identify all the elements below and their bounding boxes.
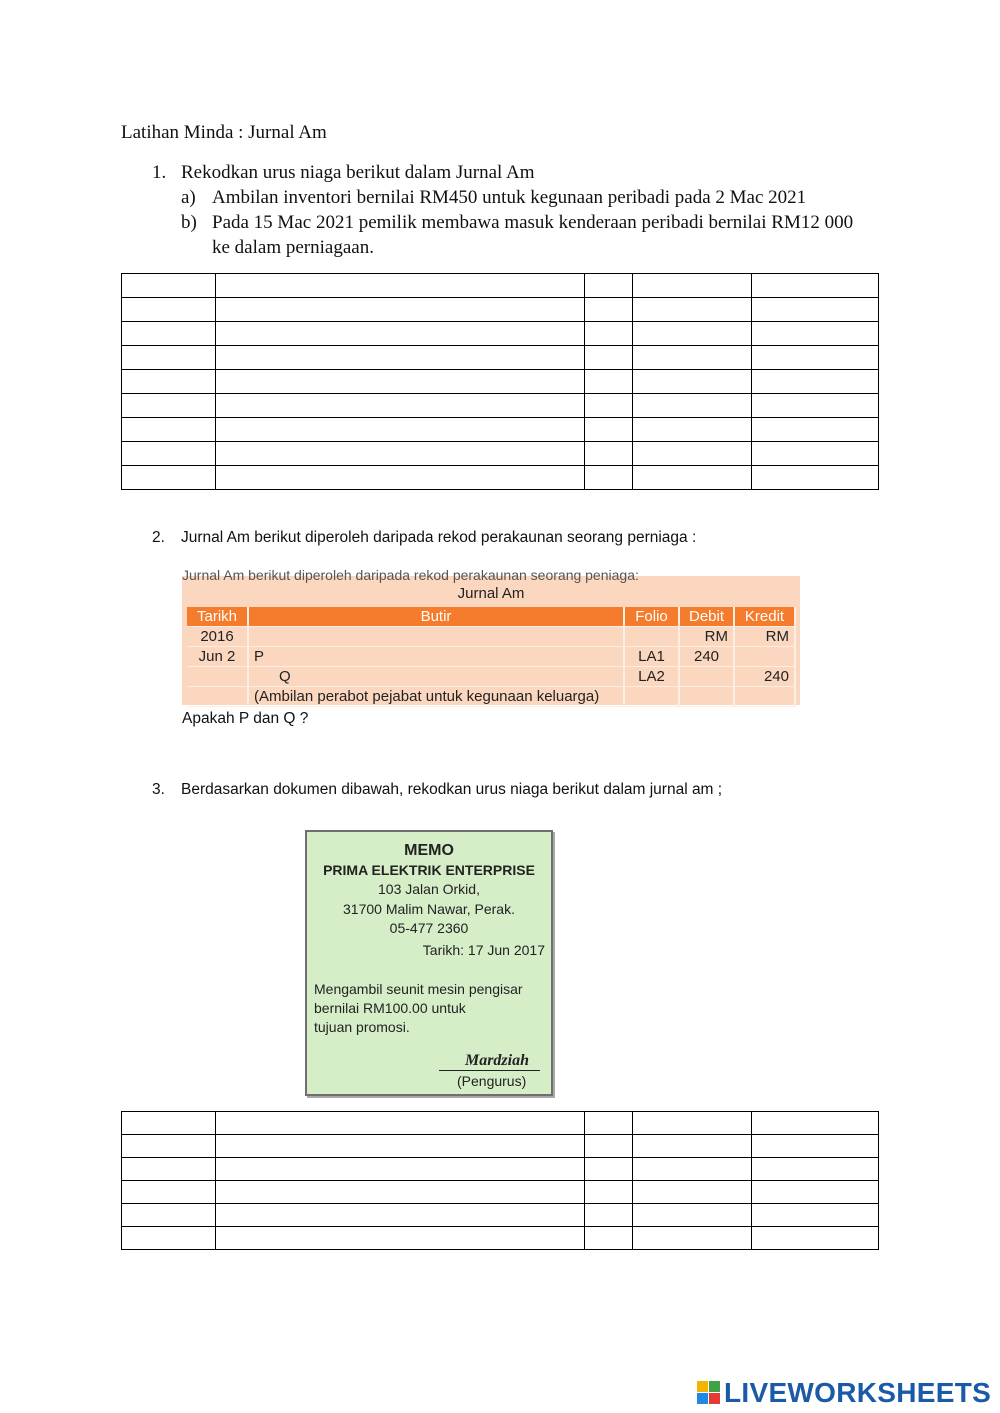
jurnal-am-image <box>182 567 800 705</box>
answer-cell[interactable] <box>752 1135 879 1158</box>
jurnal-cell-kredit <box>734 647 795 667</box>
jurnal-row <box>187 667 795 687</box>
answer-cell[interactable] <box>585 418 633 442</box>
jurnal-cell-tarikh: 2016 <box>187 627 248 647</box>
jurnal-cell-tarikh <box>187 667 248 687</box>
jurnal-cell-butir: Q <box>248 667 624 687</box>
answer-cell[interactable] <box>633 1227 752 1250</box>
memo-phone: 05-477 2360 <box>389 920 469 936</box>
answer-cell[interactable] <box>216 466 585 490</box>
answer-cell[interactable] <box>633 1158 752 1181</box>
answer-cell[interactable] <box>752 466 879 490</box>
answer-cell[interactable] <box>216 274 585 298</box>
jurnal-header-butir: Butir <box>248 607 624 627</box>
answer-cell[interactable] <box>122 394 216 418</box>
answer-cell[interactable] <box>633 322 752 346</box>
jurnal-cell-kredit: 240 <box>734 667 795 687</box>
memo-date: Tarikh: 17 Jun 2017 <box>422 942 545 958</box>
jurnal-row <box>187 647 795 667</box>
answer-row <box>122 1112 879 1135</box>
answer-row <box>122 346 879 370</box>
answer-cell[interactable] <box>585 1227 633 1250</box>
answer-cell[interactable] <box>122 1227 216 1250</box>
answer-cell[interactable] <box>122 370 216 394</box>
jurnal-cell-tarikh: Jun 2 <box>187 647 248 667</box>
answer-cell[interactable] <box>122 274 216 298</box>
answer-cell[interactable] <box>216 1204 585 1227</box>
answer-row <box>122 370 879 394</box>
liveworksheets-badge-icon <box>697 1381 721 1405</box>
answer-cell[interactable] <box>122 1181 216 1204</box>
answer-cell[interactable] <box>216 1112 585 1135</box>
answer-cell[interactable] <box>216 346 585 370</box>
question-1-text: Rekodkan urus niaga berikut dalam Jurnal Am <box>181 162 535 183</box>
answer-cell[interactable] <box>122 1112 216 1135</box>
answer-cell[interactable] <box>585 346 633 370</box>
jurnal-cell-butir <box>248 627 624 647</box>
answer-cell[interactable] <box>216 1135 585 1158</box>
answer-row <box>122 394 879 418</box>
memo-address-2: 31700 Malim Nawar, Perak. <box>343 901 515 917</box>
answer-cell[interactable] <box>122 322 216 346</box>
jurnal-header-folio: Folio <box>624 607 679 627</box>
page-title: Latihan Minda : Jurnal Am <box>121 122 327 143</box>
memo-document <box>305 830 553 1096</box>
question-3-number: 3. <box>152 781 165 798</box>
jurnal-cell-kredit: RM <box>734 627 795 647</box>
answer-row <box>122 1135 879 1158</box>
answer-cell[interactable] <box>633 274 752 298</box>
answer-cell[interactable] <box>752 1227 879 1250</box>
answer-cell[interactable] <box>585 298 633 322</box>
answer-cell[interactable] <box>633 418 752 442</box>
answer-cell[interactable] <box>585 1135 633 1158</box>
answer-row <box>122 1158 879 1181</box>
answer-cell[interactable] <box>122 1158 216 1181</box>
answer-row <box>122 466 879 490</box>
jurnal-header-kredit: Kredit <box>734 607 795 627</box>
answer-cell[interactable] <box>216 1227 585 1250</box>
jurnal-cell-butir: (Ambilan perabot pejabat untuk kegunaan keluarga) <box>248 687 624 707</box>
answer-row <box>122 274 879 298</box>
answer-cell[interactable] <box>633 1204 752 1227</box>
answer-cell[interactable] <box>752 370 879 394</box>
answer-cell[interactable] <box>752 274 879 298</box>
memo-role: (Pengurus) <box>457 1073 527 1089</box>
memo-signature: Mardziah <box>464 1052 529 1069</box>
answer-cell[interactable] <box>216 442 585 466</box>
answer-cell[interactable] <box>752 394 879 418</box>
answer-cell[interactable] <box>585 274 633 298</box>
answer-cell[interactable] <box>633 370 752 394</box>
answer-cell[interactable] <box>752 1181 879 1204</box>
answer-cell[interactable] <box>216 322 585 346</box>
answer-cell[interactable] <box>216 394 585 418</box>
jurnal-row <box>187 687 795 707</box>
answer-cell[interactable] <box>122 418 216 442</box>
answer-cell[interactable] <box>122 298 216 322</box>
jurnal-cell-debit <box>679 667 734 687</box>
answer-table-1[interactable] <box>121 273 879 490</box>
answer-cell[interactable] <box>122 442 216 466</box>
question-2-number: 2. <box>152 529 165 546</box>
answer-row <box>122 298 879 322</box>
liveworksheets-wordmark: LIVEWORKSHEETS <box>724 1377 992 1408</box>
jurnal-cell-debit: 240 <box>679 647 734 667</box>
question-1-number: 1. <box>152 162 167 183</box>
answer-cell[interactable] <box>122 346 216 370</box>
jurnal-am-title: Jurnal Am <box>457 585 525 602</box>
answer-cell[interactable] <box>585 1181 633 1204</box>
jurnal-cell-debit <box>679 687 734 707</box>
answer-cell[interactable] <box>633 346 752 370</box>
answer-cell[interactable] <box>585 394 633 418</box>
jurnal-cell-butir: P <box>248 647 624 667</box>
answer-row <box>122 418 879 442</box>
question-1b-text: Pada 15 Mac 2021 pemilik membawa masuk kenderaan peribadi bernilai RM12 000 ke dalam perniagaan. <box>212 212 854 258</box>
answer-cell[interactable] <box>585 370 633 394</box>
answer-cell[interactable] <box>633 1112 752 1135</box>
memo-company: PRIMA ELEKTRIK ENTERPRISE <box>323 862 535 878</box>
question-3-text: Berdasarkan dokumen dibawah, rekodkan urus niaga berikut dalam jurnal am ; <box>181 781 723 798</box>
answer-cell[interactable] <box>633 442 752 466</box>
answer-cell[interactable] <box>216 298 585 322</box>
answer-cell[interactable] <box>216 418 585 442</box>
question-1a-label: a) <box>181 187 196 208</box>
answer-cell[interactable] <box>752 1112 879 1135</box>
question-2-prompt: Apakah P dan Q ? <box>182 710 309 727</box>
answer-cell[interactable] <box>585 1158 633 1181</box>
answer-cell[interactable] <box>633 1181 752 1204</box>
jurnal-cell-folio <box>624 627 679 647</box>
answer-cell[interactable] <box>633 394 752 418</box>
jurnal-cell-tarikh <box>187 687 248 707</box>
answer-cell[interactable] <box>216 370 585 394</box>
jurnal-am-header-row <box>187 607 795 627</box>
answer-cell[interactable] <box>633 466 752 490</box>
answer-cell[interactable] <box>752 1204 879 1227</box>
answer-row <box>122 1181 879 1204</box>
answer-cell[interactable] <box>585 322 633 346</box>
jurnal-am-table <box>187 607 796 707</box>
question-1b-label: b) <box>181 212 197 233</box>
answer-cell[interactable] <box>216 1181 585 1204</box>
jurnal-row <box>187 627 795 647</box>
answer-cell[interactable] <box>633 1135 752 1158</box>
answer-cell[interactable] <box>752 322 879 346</box>
answer-cell[interactable] <box>585 466 633 490</box>
memo-address-1: 103 Jalan Orkid, <box>378 881 480 897</box>
answer-row <box>122 442 879 466</box>
answer-cell[interactable] <box>122 1135 216 1158</box>
answer-cell[interactable] <box>122 466 216 490</box>
memo-heading: MEMO <box>404 842 454 859</box>
memo-body-line-3: tujuan promosi. <box>314 1019 410 1035</box>
answer-cell[interactable] <box>585 1112 633 1135</box>
jurnal-am-cut-caption: Jurnal Am berikut diperoleh daripada rekod perakaunan seorang peniaga: <box>182 567 639 583</box>
answer-cell[interactable] <box>122 1204 216 1227</box>
answer-cell[interactable] <box>752 346 879 370</box>
jurnal-cell-kredit <box>734 687 795 707</box>
answer-cell[interactable] <box>752 1158 879 1181</box>
memo-body-line-1: Mengambil seunit mesin pengisar <box>314 981 523 997</box>
jurnal-header-tarikh: Tarikh <box>187 607 248 627</box>
answer-cell[interactable] <box>633 298 752 322</box>
jurnal-cell-folio: LA2 <box>624 667 679 687</box>
answer-table-2[interactable] <box>121 1111 879 1250</box>
jurnal-header-debit: Debit <box>679 607 734 627</box>
memo-signature-line <box>439 1070 540 1071</box>
answer-cell[interactable] <box>585 1204 633 1227</box>
question-2-text: Jurnal Am berikut diperoleh daripada rekod perakaunan seorang perniaga : <box>181 529 697 546</box>
answer-row <box>122 1227 879 1250</box>
memo-body-line-2: bernilai RM100.00 untuk <box>314 1000 466 1016</box>
answer-row <box>122 322 879 346</box>
answer-cell[interactable] <box>752 298 879 322</box>
jurnal-cell-debit: RM <box>679 627 734 647</box>
answer-cell[interactable] <box>585 442 633 466</box>
answer-cell[interactable] <box>216 1158 585 1181</box>
answer-cell[interactable] <box>752 442 879 466</box>
jurnal-cell-folio <box>624 687 679 707</box>
jurnal-cell-folio: LA1 <box>624 647 679 667</box>
answer-row <box>122 1204 879 1227</box>
question-1a-text: Ambilan inventori bernilai RM450 untuk kegunaan peribadi pada 2 Mac 2021 <box>212 187 807 208</box>
answer-cell[interactable] <box>752 418 879 442</box>
